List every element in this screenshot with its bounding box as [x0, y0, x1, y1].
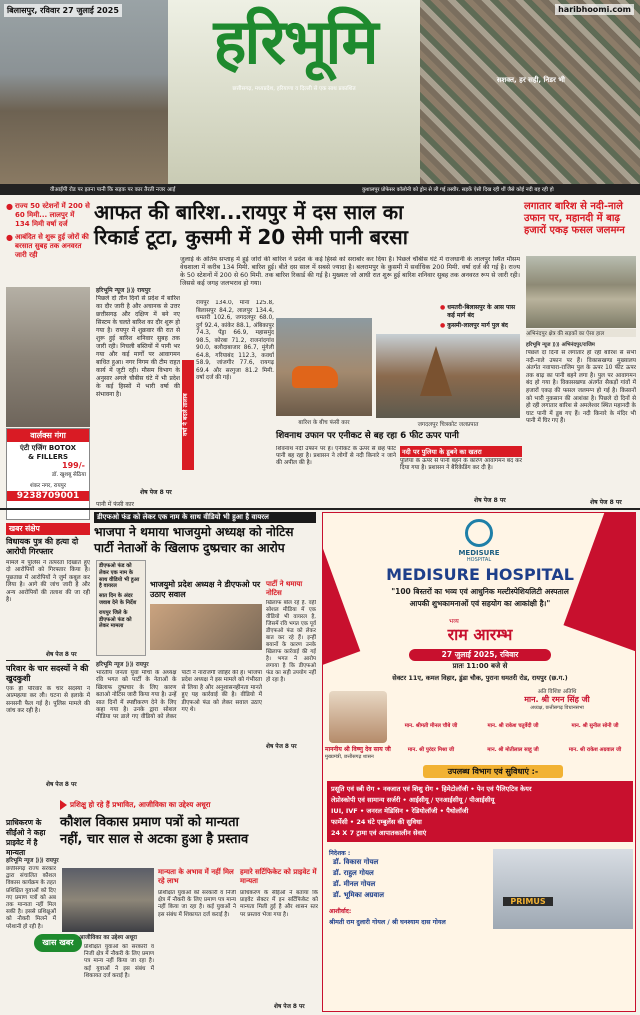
skill-col3-head: हमारे सर्टिफिकेट को प्राइवेट में मान्यता — [240, 868, 317, 885]
ad-phone: 9238709001 — [7, 491, 89, 501]
ad-logo-sub: HOSPITAL — [466, 557, 492, 563]
brief-item1-more[interactable]: शेष पेज 8 पर — [46, 652, 77, 658]
ad-logo-icon — [465, 519, 493, 547]
right-dateline: हरिभूमि न्यूज ⟫⟫ अभिनंदपुर/राजिम — [526, 342, 595, 348]
brief-item2-title: परिवार के चार सदस्यों ने की खुदकुशी — [6, 664, 89, 683]
ad-partner: PRIMUS — [503, 897, 553, 906]
ad-blessing-label: आशीर्वाद: — [329, 908, 352, 915]
ad-line1: एंटी एजिंग BOTOX — [19, 444, 77, 452]
ad-location: शंकर नगर, रायपुर — [29, 483, 67, 489]
lead-photo-caption: बारिश के बीच फंसी कार — [298, 420, 350, 426]
political-dateline: हरिभूमि न्यूज ⟫⟫ रायपुर — [96, 662, 149, 668]
website-link[interactable]: haribhoomi.com — [555, 4, 634, 15]
ad-guest-label: अति विशिष्ट अतिथि — [537, 689, 577, 695]
lead-headline: आफत की बारिश...रायपुर में दस साल का रिकार्ड टूटा, कुसमी में 20 सेमी पानी बरसा — [94, 200, 408, 249]
skill-col2-head: मान्यता के अभाव में नहीं मिल रहे लाभ — [158, 868, 234, 885]
skill-body: छत्तीसगढ़ राज्य सरकार द्वारा संचालित कौशल विकास कार्यक्रम के तहत प्रशिक्षित युवाओं को दिए गए प्रमाण पत्रों को अब तक मान्यता नहीं मिल सकी है। इससे प्रशिक्षुओं को नौकरी मिलने में परेशानी हो रही है। — [6, 866, 56, 930]
bullet-icon: ● — [440, 304, 446, 311]
bullet-icon: ● — [6, 233, 13, 242]
flood-body-2: पुलिया के ऊपर से पानी बहने के कारण आवागमन बंद कर दिया गया है। प्रशासन ने बैरिकेडिंग कर दी है। — [400, 458, 522, 472]
ad-doctor: डॉ. खुशबू सेठिया — [52, 472, 86, 478]
political-kicker: डीएफओ फंड को लेकर एक नाम के साथ वीडियो भी हुआ है वायरल — [94, 512, 316, 523]
ad-date: 27 जुलाई 2025, रविवार — [409, 649, 551, 661]
skill-photo — [62, 868, 154, 932]
flood-photo-caption: जगदलपुर चित्रकोट जलप्रपात — [417, 422, 479, 428]
political-continued[interactable]: शेष पेज 8 पर — [266, 744, 297, 750]
masthead-left-caption: वीआईपी रोड पर इतना पानी कि सड़क पर कार तैरती नजर आई — [50, 187, 176, 193]
lead-intro: जुलाई के अंतिम सप्ताह में हुई जोरों की बारिश ने प्रदेश के कई हिस्से को सराबोर कर दिया है। पिछले चौबीस घंटे में राजधानी के लालपुर स्थित मौसम वेधशाला में करीब 134 मिमी. बारिश हुई। बीते दस साल में सबसे ज्यादा है। बलरामपुर के कुसमी में सर्वाधिक 200 मिमी. वर्षा दर्ज की गई है। राज्य के 50 स्टेशनों में 200 से 60 मिमी. तक बारिश रिकार्ड की गई है। मुख्यतः जो आधी रात शुरू हुई बारिश शनिवार सुबह तक अनवरत रूप से जारी रही। जिससे कई जगह जलभराव हो गया। — [180, 256, 520, 287]
top-bullet-1: ● राज्य 50 स्टेशनों में 200 से 60 मिमी... लालपुर में 134 मिमी वर्षा दर्ज — [6, 202, 90, 228]
lead-body-2: रायपुर 134.0, माना 125.8, बिलासपुर 84.2, लालपुर 134.4, धमतरी 102.6, जगदलपुर 68.0, दुर्ग 92.4, कांकेर 88.1, अंबिकापुर 74.3, पेंड्रा 66.9, महासमुंद 98.5, कोरबा 71.2, राजनांदगांव 90.0, बलौदाबाजार 86.7, मुंगेली 64.8, गरियाबंद 112.3, कवर्धा 58.9, जांजगीर 77.6, रायगढ़ 69.4 और सरगुजा 81.2 मिमी. वर्षा दर्ज की गई। — [196, 300, 274, 381]
skill-body-continued: प्रशिक्षित युवाओं को सरकारी व निजी क्षेत्र में नौकरी के लिए प्रमाण पत्र मान्य नहीं किया जा रहा है। कई युवाओं ने इस संबंध में शिकायत दर्ज कराई है। — [84, 944, 154, 979]
flood-body: शिवनाथ नदी उफान पर है। एनीकट के ऊपर से छह फीट पानी बह रहा है। प्रशासन ने लोगों से नदी किनारे न जाने की अपील की है। — [276, 446, 396, 467]
lead-continued[interactable]: शेष पेज 8 पर — [140, 489, 172, 496]
skill-badge: खास खबर — [34, 934, 82, 952]
left-caption-2: पानी में फंसी कार — [96, 501, 135, 508]
skill-caption: आजीविका का उद्देश्य अधूरा — [78, 935, 138, 941]
lead-bullets — [440, 304, 520, 330]
temple-icon — [420, 346, 452, 396]
ad-chief-role: मुख्यमंत्री, छत्तीसगढ़ शासन — [325, 754, 374, 760]
section-divider — [0, 508, 640, 510]
ad-time: प्रातः 11:00 बजे से — [452, 662, 508, 670]
masthead — [0, 0, 640, 195]
masthead-right-photo — [420, 0, 640, 185]
car-icon — [292, 366, 338, 388]
lead-side-label: वर्षा ने बदले तालाब — [182, 360, 194, 470]
political-side-body: खिलाफ बोल रहे हैं. वहीं सोशल मीडिया में एक वीडियो भी वायरल है, जिसमें रवि भगत एक पूर्व डीएफओ फंड को लेकर बात कर रहे हैं। इन्हीं बयानों के कारण उनके खिलाफ कार्रवाई की गई है। भगत ने आरोप लगाया है कि डीएफओ फंड का सही उपयोग नहीं हो रहा है। — [266, 600, 316, 683]
ad-guest-row-1: मान. श्रीमती मीनल चौबे जी मान. श्री राकेश चतुर्वेदी जी मान. श्री सुनील सोनी जी — [404, 723, 619, 729]
skill-col3-body: प्राधिकरण के सीईओ ने बताया कि प्राइवेट सेक्टर में इन सर्टिफिकेट को मान्यता मिली हुई है और शासन स्तर पर प्रस्ताव भेजा गया है। — [240, 890, 318, 918]
lead-bullet-1: ● धमतरी-बिलासपुर के आस पास कई मार्ग बंद — [440, 304, 516, 319]
bullet-icon: ● — [6, 202, 13, 211]
left-flood-photo — [6, 287, 90, 427]
lead-dateline: हरिभूमि न्यूज ⟫⟫ रायपुर — [96, 287, 151, 294]
ad-brand: वार्लक्स गंगा — [7, 429, 89, 442]
political-subhead: भाजयुमो प्रदेश अध्यक्ष ने डीएफओ पर उठाए सवाल — [150, 580, 261, 599]
skill-headline: कौशल विकास प्रमाण पत्रों को मान्यता नहीं, चार साल से अटका हुआ है प्रस्ताव — [60, 815, 249, 847]
edition-date: बिलासपुर, रविवार 27 जुलाई 2025 — [4, 4, 122, 17]
political-headline: भाजपा ने थमाया भाजयुमो अध्यक्ष को नोटिस पार्टी नेताओं के खिलाफ दुष्प्रचार का आरोप — [94, 525, 294, 555]
medisure-ad — [322, 512, 636, 1012]
bullet-icon: ● — [440, 322, 446, 329]
flood-headline: शिवनाथ उफान पर एनीकट से बह रहा 6 फीट ऊपर पानी — [276, 431, 459, 441]
ad-blessing: श्रीमती राम दुलारी गोयल / श्री घनश्याम दास गोयल — [329, 919, 446, 926]
political-box: डीएफओ फंड को लेकर एक नाम के साथ वीडियो भी हुआ है वायरल सात दिन के अंदर जवाब देने के निर्देश रायपुर जिले के डीएफओ फंड को लेकर मामला — [96, 560, 146, 656]
lead-body-1: पिछले दो तीन दिनों से प्रदेश में बारिश का दौर जारी है और अचानक से उत्तर छत्तीसगढ़ और दक्षिण में बने नए सिस्टम के चलते बारिश का दौर शुरू हो गया है। रायपुर में शुक्रवार की रात से शुरू हुई बारिश शनिवार सुबह तक जारी रही। निचली बस्तियों में पानी भर गया और कई मार्गों पर आवागमन बाधित हुआ। नगर निगम की टीम राहत कार्य में जुटी रही। मौसम विभाग के अनुसार अगले चौबीस घंटे में भी प्रदेश के कई हिस्सों में भारी वर्षा की संभावना है। — [96, 295, 180, 398]
ad-chief-photo — [329, 691, 387, 743]
ad-event-name: राम आरम्भ — [447, 625, 513, 644]
flood-continued[interactable]: शेष पेज 8 पर — [474, 497, 506, 504]
top-bullet-2: ● आबंदित से शुरू हुई जोरों की बरसात सुबह तक अनवरत जारी रही — [6, 233, 89, 259]
masthead-slogan: सशक्त, हर सही, निडर भी — [496, 76, 565, 84]
ad-event-small: भव्य — [449, 618, 459, 625]
brief-item1-body: मामले में पुलिस ने तत्परता दिखाते हुए दो आरोपियों को गिरफ्तार किया है। पूछताछ में आरोपियों ने जुर्म कबूल कर लिया है। आगे की जांच जारी है और अन्य आरोपियों की तलाश की जा रही है। — [6, 560, 90, 604]
ad-title: MEDISURE HOSPITAL — [386, 565, 574, 584]
political-side-head: पार्टी ने थमाया नोटिस — [266, 580, 303, 597]
skill-sidebar: प्राधिकरण के सीईओ ने कहा प्राइवेट में है मान्यता — [6, 818, 46, 857]
masthead-right-caption: कुशालपुर प्रोफेसर कॉलोनी को ड्रोन से ली गई तस्वीर. सड़कें ऐसी दिख रही थीं जैसे कोई नदी बह रही हो — [362, 187, 554, 193]
masthead-left-photo — [0, 0, 168, 185]
right-photo-caption: अभिनंदपुर क्षेत्र की सड़कों का ऐसा हाल — [526, 329, 636, 337]
ad-guest1-role: अध्यक्ष, छत्तीसगढ़ विधानसभा — [530, 705, 584, 711]
triangle-icon — [60, 800, 67, 810]
ad-line2: & FILLERS — [27, 453, 69, 461]
brief-divider — [6, 660, 90, 661]
brief-label: खबर संक्षेप — [6, 523, 90, 535]
lead-bullet-2: ● कुसमी-लालपुर मार्ग पुल बंद — [440, 322, 508, 329]
ad-facilities-list: प्रसूति एवं स्त्री रोग • नवजात एवं शिशु रोग • हिमेटोलॉजी • पेन एवं पैलिएटिव केयर लेप्रोस्कोपी एवं सामान्य सर्जरी • आईसीयू / एनआईसीयू / पीआईसीयू IUI, IVF • जनरल मेडिसिन • रेडियोलॉजी • पैथोलॉजी फार्मेसी • 24 घंटे एम्बुलेंस की सुविधा 24 X 7 ट्रामा एवं आपातकालीन सेवाएं — [327, 781, 633, 842]
ad-logo: MEDISURE — [458, 549, 500, 557]
ad-building — [493, 849, 633, 929]
skill-col2-body: प्रशिक्षित युवाओं को सरकारी व निजी क्षेत्र में नौकरी के लिए प्रमाण पत्र मान्य नहीं किया जा रहा है। कई युवाओं ने इस संबंध में शिकायत दर्ज कराई है। — [158, 890, 236, 918]
ad-chief-guest: माननीय श्री विष्णु देव साय जी — [325, 746, 391, 753]
ad-subtitle-2: आपकी शुभकामनाओं एवं सहयोग का आकांक्षी है।" — [409, 599, 551, 608]
right-continued[interactable]: शेष पेज 8 पर — [590, 499, 622, 506]
political-photo — [150, 604, 262, 650]
masthead-logo: हरिभूमि — [213, 5, 377, 78]
right-story-headline: लगातार बारिश से नदी-नाले उफान पर, महानदी में बाढ़ हजारों एकड़ फसल जलमग्न — [524, 201, 625, 236]
right-story-photo — [526, 256, 636, 328]
ad-price: 199/- — [62, 461, 85, 470]
ad-guest-row-2: मान. श्री पुरंदर मिश्रा जी मान. श्री मोतीलाल साहू जी मान. श्री राकेश अग्रवाल जी — [407, 747, 622, 753]
ad-doctors: डॉ. विकास गोयल डॉ. राहुल गोयल डॉ. मीनल गोयल डॉ. भूमिका अग्रवाल — [333, 858, 384, 899]
skill-kicker: प्रशिक्षु हो रहे हैं प्रभावित, आजीविका का उद्देश्य अधूरा — [60, 800, 316, 810]
top-bullets — [6, 202, 90, 260]
ad-subtitle-1: "100 बिस्तरों का भव्य एवं आधुनिक मल्टीस्पेशियलिटी अस्पताल — [391, 587, 569, 596]
left-ad-box — [6, 428, 90, 520]
ad-guest1: मान. श्री रमन सिंह जी — [524, 695, 590, 704]
masthead-tagline: छत्तीसगढ़, मध्यप्रदेश, हरियाणा व दिल्ली से एक साथ प्रकाशित — [232, 86, 356, 92]
ad-address: सेक्टर 11ए, कमल विहार, डुंडा चौक, पुराना धमतरी रोड, रायपुर (छ.ग.) — [392, 674, 568, 682]
ad-doctors-label: निदेशक : — [329, 850, 351, 857]
right-story-body: पिछले दो दिनों से लगातार हो रही बारिश से सभी नदी-नाले उफान पर हैं। विकासखण्ड मुख्यालय अंतर्गत नवापारा-राजिम पुल के ऊपर 10 फीट ऊपर तक बाढ़ का पानी बहने लगा है। पुल पर आवागमन बंद हो गया है। विकासखण्ड अंतर्गत सैकड़ों गांवों में हजारों एकड़ की फसल जलमग्न हो गई है। किसानों को भारी नुकसान की आशंका है। पिछले दो दिनों से हो रही लगातार बारिश से अमलेश्वर स्थित महानदी के घाट पानी में डूब गए हैं। नदी किनारे के मंदिर भी पानी में घिर गए हैं। — [526, 350, 636, 425]
skill-dateline: हरिभूमि न्यूज ⟫⟫ रायपुर — [6, 858, 59, 864]
flood-subhead: नदी पर पुलिया के डूबने का खतरा — [400, 446, 522, 457]
brief-item2-body: एक ही परिवार के चार सदस्यों ने आत्महत्या कर ली। घटना से इलाके में सनसनी फैल गई है। पुलिस मामले की जांच कर रही है। — [6, 686, 90, 715]
political-body: भारतीय जनता युवा मोर्चा के अध्यक्ष रवि भगत को पार्टी के नेताओं के खिलाफ दुष्प्रचार के लिए कारण बताओ नोटिस जारी किया गया है। उन्हें सात दिनों में स्पष्टीकरण देने के लिए कहा गया है। उनके द्वारा सोशल मीडिया पर डाले गए वीडियो को लेकर पार्टी ने नाराजगी जाहिर की है। भाजपा प्रदेश अध्यक्ष ने इस मामले को गंभीरता से लिया है और अनुशासनहीनता मानते हुए यह कार्रवाई की है। वीडियो में डीएफओ फंड को लेकर सवाल उठाए गए थे। — [96, 670, 262, 721]
skill-continued[interactable]: शेष पेज 8 पर — [274, 1004, 305, 1010]
brief-item1-title: विधायक पुत्र की हत्या दो आरोपी गिरफ्तार — [6, 537, 79, 556]
ad-facilities-title: उपलब्ध विभाग एवं सुविधाएं :- — [423, 765, 563, 778]
brief-item2-more[interactable]: शेष पेज 8 पर — [46, 782, 77, 788]
